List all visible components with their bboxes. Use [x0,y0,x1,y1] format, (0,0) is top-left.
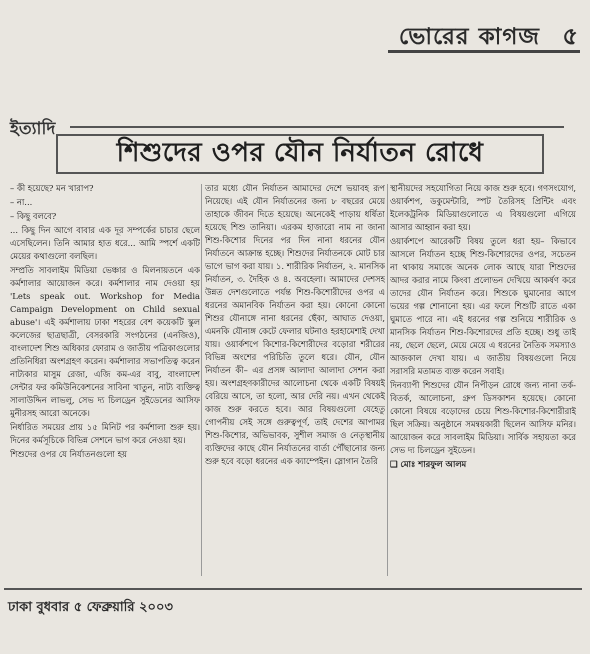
column-3 [390,182,576,580]
paragraph: ওয়ার্কশপে আরেকটি বিষয় তুলে ধরা হয়– কিভাবে আসলে নির্যাতন হচ্ছে শিশু-কিশোরদের ওপর, সচেতন না থাকায় সমাজে অনেক লোক আছে যারা শিশুদের আদর করার নামে কিংবা প্রলোভন দেখিয়ে আকর্ষণ করে তাদের যৌন নির্যাতন করে। শিশুকে ঘুমানোর আগে ভয়ের গল্প শোনানো হয়। এর ফলে শিশুটি রাতে একা ঘুমাতে পারে না। এই ধরনের গল্প শুনিয়ে শারীরিক ও মানসিক নির্যাতন শিশু-কিশোরদের প্রতি হচ্ছে। শুধু তাই নয়, ছেলে ছেলে, মেয়ে মেয়ে এ ধরনের নৈতিক সমস্যাও আজকাল দেখা যায়। এ জাতীয় বিষয়গুলো নিয়ে সরাসরি মতামত ব্যক্ত করেন সবাই। [390,236,576,376]
paragraph: – কিছু বলবে? [10,211,57,221]
footer-rule [4,588,582,590]
footer-date: ঢাকা বুধবার ৫ ফেব্রুয়ারি ২০০৩ [8,600,173,615]
masthead-rule [388,50,580,53]
column-2 [205,182,385,580]
paragraph: ... কিছু দিন আগে বাবার এক দূর সম্পর্কের চাচার ছেলে এসেছিলেন। তিনি আমার হাত ধরে... আমি স্পর্শে একটি মেয়ের কথাগুলো বলছিল। [10,225,200,261]
byline: ❑ মোঃ শারফুল আলম [390,459,467,469]
paragraph: সম্প্রতি সাবলাইম মিডিয়া ভেঞ্চার ও মিলনায়তনে এক কর্মশালার আয়োজন করে। কর্মশালার নাম দেওয়া হয় 'Lets speak out. Workshop for Media Campaign Development on Child sexual abuse'। এই কর্মশালায় ঢাকা শহরের বেশ কয়েকটি স্কুল কলেজের ছাত্রছাত্রী, বেসরকারি সংগঠনের (এনজিও), বাংলাদেশ শিশু অধিকার ফোরাম ও জাতীয় পত্রিকাগুলোর প্রতিনিধিরা অংশগ্রহণ করেন। কর্মশালার সভাপতিত্ব করেন নাট্যকার মাসুম রেজা, এজি কম-এর বাবু, বাংলাদেশ সেন্টার ফর কমিউনিকেশনের সাবিনা খাতুন, নাট্য ব্যক্তিত্ব সালাউদ্দিন লাভলু, সেভ দ্য চিলড্রেন সুইডেনের আসিফ মুনীরসহ আরো অনেকে। [10,265,200,418]
column-divider [387,184,388,576]
paragraph: – কী হয়েছে? মন খারাপ? [10,183,94,193]
paragraph: দিনব্যাপী শিশুদের যৌন নিপীড়ন রোধে জন্য নানা তর্ক-বিতর্ক, আলোচনা, গ্রুপ ডিসকাশন হয়েছে। কোনো কোনো বিষয়ে বড়োদের চেয়ে শিশু-কিশোর-কিশোরীরাই ছিল সক্রিয়। অনুষ্ঠানে সমন্বয়কারী ছিলেন আসিফ মনির। আয়োজন করে সাবলাইম মিডিয়া। সার্বিক সহায়তা করে সেভ দ্য চিলড্রেন সুইডেন। [390,380,576,455]
paragraph: – না... [10,197,33,207]
article-headline: শিশুদের ওপর যৌন নির্যাতন রোধে [116,138,484,168]
paragraph: স্থানীয়দের সহযোগিতা নিয়ে কাজ শুরু হবে। গণসংযোগ, ওয়ার্কশপ, ডকুমেন্টারি, স্পট তৈরিসহ প্রিন্টিং এবং ইলেকট্রনিক মিডিয়াগুলোতে এ বিষয়গুলো এগিয়ে আসার আহ্বান করা হয়। [390,183,576,232]
paragraph: শিশুদের ওপর যে নির্যাতনগুলো হয় [10,449,127,459]
headline-box [56,134,544,174]
section-label: ইত্যাদি [10,119,56,139]
newspaper-name: ভোরের কাগজ [398,24,540,50]
masthead [388,18,584,56]
column-1 [10,182,200,580]
paragraph: নির্ধারিত সময়ের প্রায় ১৫ মিনিট পর কর্মশালা শুরু হয়। দিনের কর্মসূচিকে বিভিন্ন সেশনে ভাগ করে নেওয়া হয়। [10,422,200,445]
section-rule [70,126,564,128]
paragraph: তার মধ্যে যৌন নির্যাতন আমাদের দেশে ভয়াবহ রূপ নিয়েছে। এই যৌন নির্যাতনের জন্য ৮ বছরের মেয়ে তাহাকে জীবন দিতে হয়েছে। অনেকেই পাড়ায় ধর্ষিতা হয়েছে শিশু তানিয়া। এরকম হাজারো নাম না জানা শিশু-কিশোর দিনের পর দিন নানা ধরনের যৌন নির্যাতনে আক্রান্ত হচ্ছে। শিশুদের নির্যাতনকে মোট চার ভাগে ভাগ করা যায়। ১. শারীরিক নির্যাতন, ২. মানসিক নির্যাতন, ৩. দৈহিক ও ৪. অবহেলা। আমাদের দেশসহ উন্নত দেশগুলোতে পর্যন্ত শিশু-কিশোরীদের ওপর এ ধরনের অমানবিক নির্যাতন করা হয়। কোনো কোনো শিশুর যৌনাঙ্গে নানা ধরনের ছেঁকা, আঘাত দেওয়া, এমনকি যৌনাঙ্গ কেটে ফেলার ঘটনাও হরহামেশাই দেখা যায়। ওয়ার্কশপে কিশোর-কিশোরীদের বড়োরা শরীরের বিভিন্ন অংশের পরিচিতি তুলে ধরে। যৌন, যৌন নির্যাতন কী– এর প্রসঙ্গ আলাদা আলাদা সেশন করা হয়। অংশগ্রহণকারীদের আলোচনা থেকে একটি বিষয়ই বেরিয়ে আসে, তা হলো, আর দেরি নয়। এখন থেকেই কাজ শুরু করতে হবে। আর বিষয়গুলো যেহেতু গোপনীয় সেই সঙ্গে গুরুত্বপূর্ণ, তাই দেশের আপামর শিশু-কিশোর, অভিভাবক, সুশীল সমাজ ও নেতৃস্থানীয় ব্যক্তিদের কাছে যৌন নির্যাতনের বার্তা পৌঁছানোর জন্য শুরু হবে বড়ো ধরনের এক ক্যাম্পেইন। স্লোগান তৈরি [205,183,385,466]
page-number: ৫ [562,22,578,50]
column-divider [201,184,202,576]
